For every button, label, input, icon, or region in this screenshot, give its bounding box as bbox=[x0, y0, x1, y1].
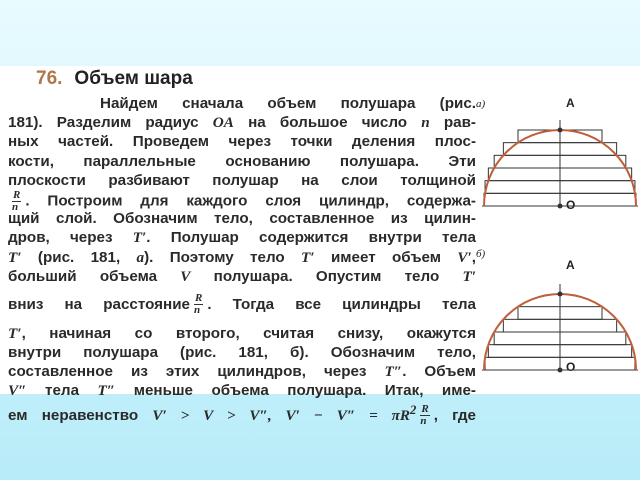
point-o bbox=[558, 368, 563, 373]
math-t-double-prime: T″ bbox=[384, 363, 403, 381]
math-v: V bbox=[180, 267, 191, 285]
text-line bbox=[8, 94, 476, 113]
text-line bbox=[8, 188, 476, 213]
text-line bbox=[8, 286, 476, 324]
text-span: (рис. 181, bbox=[21, 248, 137, 266]
fraction-denominator: n bbox=[420, 415, 427, 428]
text-line bbox=[8, 401, 476, 428]
section-heading bbox=[36, 68, 193, 90]
math-t-prime: T′ bbox=[8, 324, 22, 342]
text-line bbox=[8, 267, 476, 286]
text-span: полушара. Опустим тело bbox=[190, 267, 463, 285]
math-n: n bbox=[421, 114, 430, 132]
text-line bbox=[8, 152, 476, 171]
text-span: ). Поэтому тело bbox=[144, 248, 302, 266]
math-t-prime: T′ bbox=[132, 229, 147, 247]
text-span: больший объема bbox=[8, 267, 181, 285]
math-oa: OA bbox=[212, 114, 234, 132]
text-line bbox=[8, 343, 476, 362]
text-span: , где bbox=[433, 406, 476, 424]
text-span: тела bbox=[26, 382, 98, 400]
text-line bbox=[8, 362, 476, 381]
text-line bbox=[8, 132, 476, 151]
hemisphere-diagram-b bbox=[474, 260, 640, 390]
text-span: рав- bbox=[429, 114, 476, 132]
fraction-r-n bbox=[194, 293, 203, 316]
text-span: , bbox=[471, 248, 476, 266]
math-t-prime: T′ bbox=[8, 248, 22, 266]
point-o bbox=[558, 204, 563, 209]
point-o-label: O bbox=[566, 360, 576, 374]
text-span: . Полушар содержится внутри тела bbox=[146, 229, 476, 247]
section-number: 76. bbox=[36, 68, 63, 89]
point-a-label: A bbox=[566, 258, 575, 272]
math-exponent: 2 bbox=[410, 402, 417, 417]
text-span: составленное из этих цилиндров, через bbox=[8, 363, 385, 381]
fraction-denominator: n bbox=[194, 304, 201, 317]
figure-b-label: б) bbox=[476, 248, 486, 260]
fraction-numerator: R bbox=[421, 403, 429, 416]
text-span: . Тогда все цилиндры тела bbox=[207, 295, 476, 313]
text-span: кости, параллельные основанию полушара. Эти bbox=[8, 152, 476, 170]
text-span: 181). Разделим радиус bbox=[8, 114, 213, 132]
section-title: Объем шара bbox=[74, 68, 193, 89]
figure-181 bbox=[471, 96, 640, 394]
text-line bbox=[8, 228, 476, 247]
math-inequality: V′ > V > V″, V′ − V″ = πR bbox=[152, 406, 411, 424]
text-span: имеет объем bbox=[314, 248, 458, 266]
fraction-r-n bbox=[420, 404, 429, 427]
fraction-numerator: R bbox=[13, 188, 21, 201]
text-span: , начиная со второго, считая снизу, окажутся bbox=[21, 324, 476, 342]
text-line bbox=[8, 381, 476, 400]
math-t-prime: T′ bbox=[301, 248, 315, 266]
text-line bbox=[8, 171, 476, 190]
text-span: щий слой. Обозначим тело, составленное из цилин- bbox=[8, 210, 476, 228]
hemisphere-diagram-a bbox=[474, 96, 640, 226]
text-span: Найдем сначала объем полушара (рис. bbox=[100, 95, 476, 112]
text-line bbox=[8, 248, 476, 267]
text-span: меньше объема полушара. Итак, име- bbox=[115, 382, 476, 400]
text-span: ем неравенство bbox=[8, 406, 153, 424]
math-t-double-prime: T″ bbox=[97, 382, 116, 400]
point-o-label: O bbox=[566, 198, 576, 212]
fraction-numerator: R bbox=[195, 292, 203, 305]
text-span: ных частей. Проведем через точки деления плос- bbox=[8, 133, 476, 151]
point-a bbox=[558, 128, 563, 133]
text-span: дров, через bbox=[8, 229, 133, 247]
text-span: плоскости разбивают полушар на слои толщиной bbox=[8, 171, 476, 189]
figure-a-label: а) bbox=[476, 98, 486, 110]
math-t-prime: T′ bbox=[462, 267, 477, 285]
text-span: . Объем bbox=[402, 363, 476, 381]
paragraph bbox=[8, 94, 477, 428]
fraction-denominator: n bbox=[12, 200, 19, 213]
text-span: вниз на расстояние bbox=[8, 295, 190, 313]
math-a: а bbox=[136, 248, 145, 266]
math-v-double-prime: V″ bbox=[8, 382, 27, 400]
text-span: внутри полушара (рис. 181, б). Обозначим тело, bbox=[8, 344, 476, 362]
point-a bbox=[558, 292, 563, 297]
point-a-label: A bbox=[566, 96, 575, 110]
text-line bbox=[8, 113, 476, 132]
text-span: . Построим для каждого слоя цилиндр, содержа- bbox=[25, 192, 476, 210]
text-line bbox=[8, 324, 476, 343]
math-v-prime: V′ bbox=[457, 248, 472, 266]
text-span: на большое число bbox=[233, 114, 422, 132]
text-line bbox=[8, 209, 476, 228]
